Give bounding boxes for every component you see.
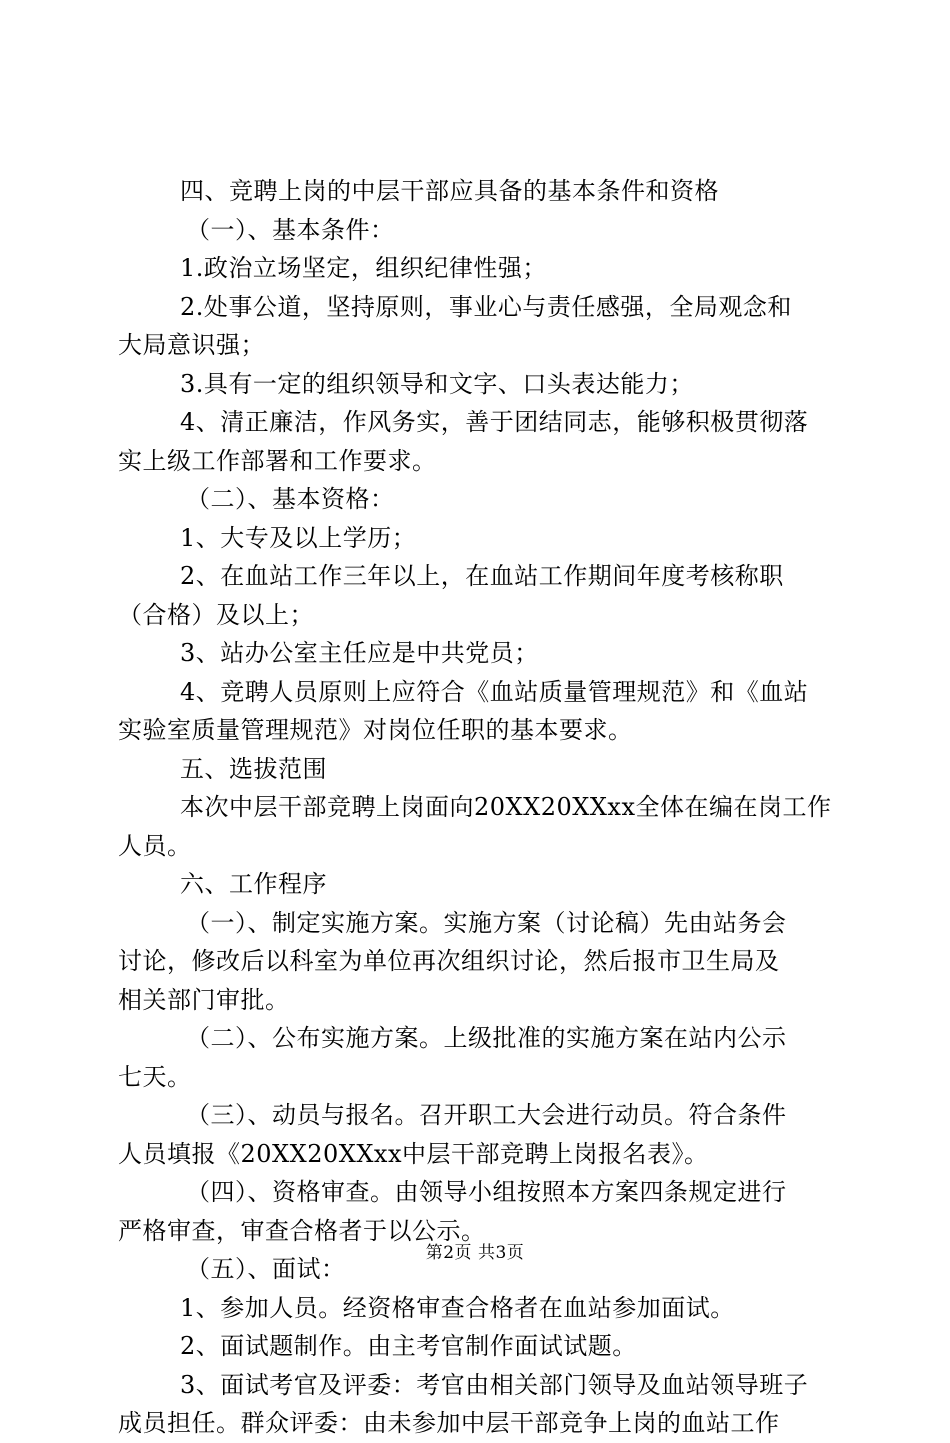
- paragraph-line: 大局意识强；: [118, 331, 265, 359]
- paragraph-line: （二）、公布实施方案。上级批准的实施方案在站内公示: [186, 1024, 787, 1052]
- paragraph-line: （四）、资格审查。由领导小组按照本方案四条规定进行: [186, 1178, 787, 1206]
- paragraph-line: 2、在血站工作三年以上，在血站工作期间年度考核称职: [180, 562, 784, 590]
- paragraph-line: 人员。: [118, 831, 192, 860]
- subsection-heading-basic-qualifications: （二）、基本资格：: [186, 485, 395, 513]
- paragraph-line: 2、面试题制作。由主考官制作面试试题。: [180, 1332, 637, 1360]
- paragraph-line: 1、参加人员。经资格审查合格者在血站参加面试。: [180, 1293, 735, 1322]
- paragraph-line: 严格审查，审查合格者于以公示。: [118, 1216, 486, 1245]
- page-number-footer: 第2页 共3页: [425, 1243, 525, 1263]
- paragraph-line: 2.处事公道，坚持原则，事业心与责任感强，全局观念和: [180, 292, 792, 321]
- subsection-heading-interview: （五）、面试：: [186, 1255, 346, 1283]
- paragraph-line: 本次中层干部竞聘上岗面向20XX20XXxx全体在编在岗工作: [180, 793, 832, 821]
- section-heading-4: 四、竞聘上岗的中层干部应具备的基本条件和资格: [180, 177, 719, 205]
- paragraph-line: 讨论，修改后以科室为单位再次组织讨论，然后报市卫生局及: [118, 947, 780, 975]
- paragraph-line: 4、清正廉洁，作风务实，善于团结同志，能够积极贯彻落: [180, 408, 809, 436]
- paragraph-line: 成员担任。群众评委：由未参加中层干部竞争上岗的血站工作: [118, 1409, 780, 1437]
- paragraph-line: 1.政治立场坚定，组织纪律性强；: [180, 254, 547, 282]
- paragraph-line: （合格）及以上；: [118, 600, 314, 629]
- paragraph-line: 3、面试考官及评委：考官由相关部门领导及血站领导班子: [180, 1370, 809, 1399]
- paragraph-line: 实验室质量管理规范》对岗位任职的基本要求。: [118, 716, 633, 744]
- paragraph-line: （三）、动员与报名。召开职工大会进行动员。符合条件: [186, 1101, 787, 1129]
- subsection-heading-basic-conditions: （一）、基本条件：: [186, 215, 395, 244]
- section-heading-5: 五、选拔范围: [180, 754, 327, 783]
- paragraph-line: 相关部门审批。: [118, 985, 290, 1014]
- paragraph-line: 实上级工作部署和工作要求。: [118, 446, 437, 475]
- paragraph-line: 3.具有一定的组织领导和文字、口头表达能力；: [180, 369, 694, 398]
- paragraph-line: 七天。: [118, 1062, 192, 1091]
- paragraph-line: 3、站办公室主任应是中共党员；: [180, 639, 539, 667]
- section-heading-6: 六、工作程序: [180, 870, 327, 898]
- paragraph-line: 人员填报《20XX20XXxx中层干部竞聘上岗报名表》。: [118, 1139, 709, 1168]
- paragraph-line: 4、竞聘人员原则上应符合《血站质量管理规范》和《血站: [180, 677, 809, 706]
- paragraph-line: 1、大专及以上学历；: [180, 523, 417, 552]
- paragraph-line: （一）、制定实施方案。实施方案（讨论稿）先由站务会: [186, 908, 787, 937]
